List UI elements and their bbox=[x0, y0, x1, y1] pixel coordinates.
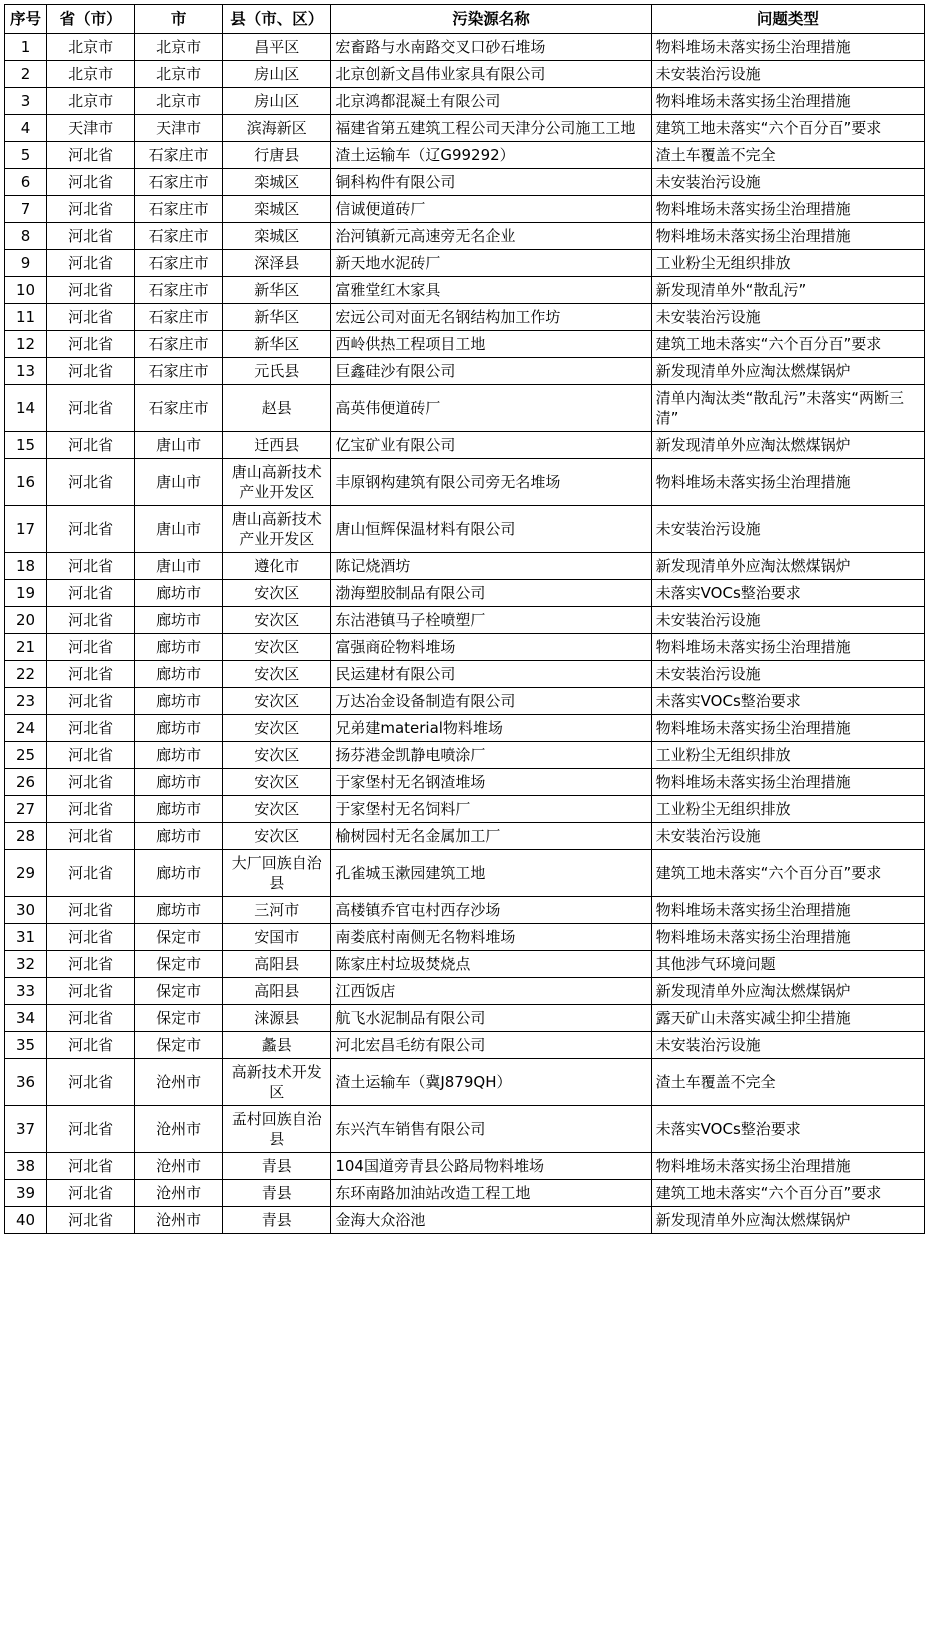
cell-province: 河北省 bbox=[47, 607, 135, 634]
cell-source-name: 信诚便道砖厂 bbox=[331, 196, 651, 223]
cell-city: 北京市 bbox=[135, 34, 223, 61]
cell-index: 28 bbox=[5, 823, 47, 850]
cell-source-name: 民运建材有限公司 bbox=[331, 661, 651, 688]
column-header-city: 市 bbox=[135, 5, 223, 34]
cell-city: 廊坊市 bbox=[135, 823, 223, 850]
cell-county: 唐山高新技术产业开发区 bbox=[223, 459, 331, 506]
cell-issue-type: 物料堆场未落实扬尘治理措施 bbox=[651, 223, 924, 250]
table-row bbox=[5, 661, 925, 688]
cell-province: 河北省 bbox=[47, 304, 135, 331]
cell-source-name: 宏远公司对面无名钢结构加工作坊 bbox=[331, 304, 651, 331]
cell-county: 蠡县 bbox=[223, 1032, 331, 1059]
table-row bbox=[5, 459, 925, 506]
cell-city: 石家庄市 bbox=[135, 142, 223, 169]
cell-county: 安次区 bbox=[223, 661, 331, 688]
table-header bbox=[5, 5, 925, 34]
cell-county: 安次区 bbox=[223, 688, 331, 715]
cell-issue-type: 新发现清单外应淘汰燃煤锅炉 bbox=[651, 358, 924, 385]
cell-issue-type: 物料堆场未落实扬尘治理措施 bbox=[651, 634, 924, 661]
table-row bbox=[5, 715, 925, 742]
cell-source-name: 孔雀城玉漱园建筑工地 bbox=[331, 850, 651, 897]
table-row bbox=[5, 88, 925, 115]
table-row bbox=[5, 277, 925, 304]
cell-index: 10 bbox=[5, 277, 47, 304]
cell-issue-type: 物料堆场未落实扬尘治理措施 bbox=[651, 459, 924, 506]
cell-issue-type: 未安装治污设施 bbox=[651, 1032, 924, 1059]
cell-index: 4 bbox=[5, 115, 47, 142]
cell-index: 9 bbox=[5, 250, 47, 277]
cell-issue-type: 未安装治污设施 bbox=[651, 61, 924, 88]
table-row bbox=[5, 897, 925, 924]
cell-city: 沧州市 bbox=[135, 1059, 223, 1106]
cell-issue-type: 渣土车覆盖不完全 bbox=[651, 1059, 924, 1106]
cell-province: 北京市 bbox=[47, 88, 135, 115]
cell-city: 石家庄市 bbox=[135, 358, 223, 385]
cell-province: 河北省 bbox=[47, 1106, 135, 1153]
table-row bbox=[5, 1005, 925, 1032]
cell-index: 14 bbox=[5, 385, 47, 432]
cell-index: 26 bbox=[5, 769, 47, 796]
cell-source-name: 东兴汽车销售有限公司 bbox=[331, 1106, 651, 1153]
table-row bbox=[5, 580, 925, 607]
table-row bbox=[5, 1153, 925, 1180]
cell-source-name: 金海大众浴池 bbox=[331, 1207, 651, 1234]
cell-issue-type: 未安装治污设施 bbox=[651, 506, 924, 553]
cell-source-name: 104国道旁青县公路局物料堆场 bbox=[331, 1153, 651, 1180]
cell-index: 1 bbox=[5, 34, 47, 61]
cell-province: 河北省 bbox=[47, 196, 135, 223]
table-row bbox=[5, 796, 925, 823]
cell-issue-type: 建筑工地未落实“六个百分百”要求 bbox=[651, 850, 924, 897]
cell-source-name: 富强商砼物料堆场 bbox=[331, 634, 651, 661]
cell-source-name: 陈记烧酒坊 bbox=[331, 553, 651, 580]
cell-province: 河北省 bbox=[47, 1005, 135, 1032]
cell-index: 37 bbox=[5, 1106, 47, 1153]
cell-province: 河北省 bbox=[47, 634, 135, 661]
cell-county: 高新技术开发区 bbox=[223, 1059, 331, 1106]
cell-issue-type: 物料堆场未落实扬尘治理措施 bbox=[651, 88, 924, 115]
cell-issue-type: 工业粉尘无组织排放 bbox=[651, 250, 924, 277]
cell-city: 天津市 bbox=[135, 115, 223, 142]
cell-index: 12 bbox=[5, 331, 47, 358]
column-header-source-name: 污染源名称 bbox=[331, 5, 651, 34]
cell-province: 河北省 bbox=[47, 796, 135, 823]
cell-city: 沧州市 bbox=[135, 1106, 223, 1153]
column-header-index: 序号 bbox=[5, 5, 47, 34]
cell-source-name: 陈家庄村垃圾焚烧点 bbox=[331, 951, 651, 978]
cell-province: 北京市 bbox=[47, 61, 135, 88]
column-header-county: 县（市、区） bbox=[223, 5, 331, 34]
table-row bbox=[5, 506, 925, 553]
cell-city: 廊坊市 bbox=[135, 850, 223, 897]
cell-city: 保定市 bbox=[135, 924, 223, 951]
cell-city: 唐山市 bbox=[135, 553, 223, 580]
cell-province: 河北省 bbox=[47, 1180, 135, 1207]
cell-province: 河北省 bbox=[47, 358, 135, 385]
cell-county: 栾城区 bbox=[223, 223, 331, 250]
cell-index: 25 bbox=[5, 742, 47, 769]
cell-city: 廊坊市 bbox=[135, 742, 223, 769]
cell-county: 高阳县 bbox=[223, 978, 331, 1005]
cell-index: 15 bbox=[5, 432, 47, 459]
cell-province: 河北省 bbox=[47, 1153, 135, 1180]
cell-source-name: 宏畜路与水南路交叉口砂石堆场 bbox=[331, 34, 651, 61]
cell-county: 栾城区 bbox=[223, 169, 331, 196]
cell-index: 24 bbox=[5, 715, 47, 742]
cell-source-name: 西岭供热工程项目工地 bbox=[331, 331, 651, 358]
cell-source-name: 河北宏昌毛纺有限公司 bbox=[331, 1032, 651, 1059]
cell-city: 廊坊市 bbox=[135, 688, 223, 715]
cell-city: 石家庄市 bbox=[135, 277, 223, 304]
table-row bbox=[5, 331, 925, 358]
cell-issue-type: 物料堆场未落实扬尘治理措施 bbox=[651, 196, 924, 223]
cell-issue-type: 物料堆场未落实扬尘治理措施 bbox=[651, 715, 924, 742]
cell-index: 39 bbox=[5, 1180, 47, 1207]
table-row bbox=[5, 688, 925, 715]
table-row bbox=[5, 742, 925, 769]
cell-county: 房山区 bbox=[223, 61, 331, 88]
cell-issue-type: 物料堆场未落实扬尘治理措施 bbox=[651, 897, 924, 924]
cell-city: 石家庄市 bbox=[135, 250, 223, 277]
cell-county: 青县 bbox=[223, 1207, 331, 1234]
cell-issue-type: 清单内淘汰类“散乱污”未落实“两断三清” bbox=[651, 385, 924, 432]
cell-index: 22 bbox=[5, 661, 47, 688]
table-body bbox=[5, 34, 925, 1234]
cell-city: 廊坊市 bbox=[135, 796, 223, 823]
cell-province: 河北省 bbox=[47, 506, 135, 553]
cell-county: 高阳县 bbox=[223, 951, 331, 978]
cell-county: 新华区 bbox=[223, 304, 331, 331]
cell-source-name: 东环南路加油站改造工程工地 bbox=[331, 1180, 651, 1207]
cell-city: 廊坊市 bbox=[135, 897, 223, 924]
cell-county: 安次区 bbox=[223, 823, 331, 850]
cell-city: 沧州市 bbox=[135, 1180, 223, 1207]
table-row bbox=[5, 223, 925, 250]
cell-county: 深泽县 bbox=[223, 250, 331, 277]
cell-province: 河北省 bbox=[47, 715, 135, 742]
table-row bbox=[5, 304, 925, 331]
table-row bbox=[5, 115, 925, 142]
cell-index: 38 bbox=[5, 1153, 47, 1180]
cell-issue-type: 建筑工地未落实“六个百分百”要求 bbox=[651, 1180, 924, 1207]
table-row bbox=[5, 978, 925, 1005]
cell-index: 5 bbox=[5, 142, 47, 169]
cell-source-name: 兄弟建material物料堆场 bbox=[331, 715, 651, 742]
cell-city: 沧州市 bbox=[135, 1153, 223, 1180]
cell-county: 安次区 bbox=[223, 580, 331, 607]
cell-issue-type: 露天矿山未落实减尘抑尘措施 bbox=[651, 1005, 924, 1032]
cell-city: 北京市 bbox=[135, 88, 223, 115]
cell-county: 昌平区 bbox=[223, 34, 331, 61]
cell-province: 河北省 bbox=[47, 223, 135, 250]
cell-index: 19 bbox=[5, 580, 47, 607]
cell-province: 河北省 bbox=[47, 331, 135, 358]
table-row bbox=[5, 769, 925, 796]
cell-index: 36 bbox=[5, 1059, 47, 1106]
cell-county: 青县 bbox=[223, 1153, 331, 1180]
pollution-source-table bbox=[4, 4, 925, 1234]
cell-source-name: 江西饭店 bbox=[331, 978, 651, 1005]
cell-province: 河北省 bbox=[47, 661, 135, 688]
column-header-province: 省（市） bbox=[47, 5, 135, 34]
cell-issue-type: 其他涉气环境问题 bbox=[651, 951, 924, 978]
cell-index: 27 bbox=[5, 796, 47, 823]
cell-county: 滨海新区 bbox=[223, 115, 331, 142]
column-header-issue-type: 问题类型 bbox=[651, 5, 924, 34]
cell-city: 保定市 bbox=[135, 951, 223, 978]
cell-province: 河北省 bbox=[47, 823, 135, 850]
cell-province: 河北省 bbox=[47, 169, 135, 196]
cell-index: 13 bbox=[5, 358, 47, 385]
table-row bbox=[5, 196, 925, 223]
cell-county: 赵县 bbox=[223, 385, 331, 432]
cell-source-name: 富雅堂红木家具 bbox=[331, 277, 651, 304]
cell-issue-type: 未安装治污设施 bbox=[651, 823, 924, 850]
cell-city: 廊坊市 bbox=[135, 634, 223, 661]
table-row bbox=[5, 1106, 925, 1153]
cell-index: 18 bbox=[5, 553, 47, 580]
cell-province: 河北省 bbox=[47, 1059, 135, 1106]
cell-source-name: 高英伟便道砖厂 bbox=[331, 385, 651, 432]
cell-index: 23 bbox=[5, 688, 47, 715]
cell-index: 29 bbox=[5, 850, 47, 897]
cell-county: 三河市 bbox=[223, 897, 331, 924]
cell-source-name: 铜科构件有限公司 bbox=[331, 169, 651, 196]
table-row bbox=[5, 61, 925, 88]
cell-source-name: 万达冶金设备制造有限公司 bbox=[331, 688, 651, 715]
cell-province: 河北省 bbox=[47, 951, 135, 978]
cell-issue-type: 未安装治污设施 bbox=[651, 607, 924, 634]
cell-county: 安国市 bbox=[223, 924, 331, 951]
cell-province: 河北省 bbox=[47, 553, 135, 580]
cell-county: 唐山高新技术产业开发区 bbox=[223, 506, 331, 553]
table-row bbox=[5, 924, 925, 951]
cell-index: 21 bbox=[5, 634, 47, 661]
cell-index: 17 bbox=[5, 506, 47, 553]
cell-city: 廊坊市 bbox=[135, 607, 223, 634]
cell-issue-type: 未安装治污设施 bbox=[651, 304, 924, 331]
cell-issue-type: 新发现清单外应淘汰燃煤锅炉 bbox=[651, 432, 924, 459]
cell-issue-type: 物料堆场未落实扬尘治理措施 bbox=[651, 34, 924, 61]
cell-province: 河北省 bbox=[47, 1207, 135, 1234]
cell-source-name: 唐山恒辉保温材料有限公司 bbox=[331, 506, 651, 553]
cell-province: 北京市 bbox=[47, 34, 135, 61]
cell-source-name: 丰原钢构建筑有限公司旁无名堆场 bbox=[331, 459, 651, 506]
cell-city: 北京市 bbox=[135, 61, 223, 88]
cell-county: 安次区 bbox=[223, 796, 331, 823]
cell-index: 32 bbox=[5, 951, 47, 978]
cell-city: 石家庄市 bbox=[135, 385, 223, 432]
cell-province: 河北省 bbox=[47, 924, 135, 951]
cell-source-name: 航飞水泥制品有限公司 bbox=[331, 1005, 651, 1032]
cell-city: 廊坊市 bbox=[135, 661, 223, 688]
cell-source-name: 南娄底村南侧无名物料堆场 bbox=[331, 924, 651, 951]
cell-issue-type: 未落实VOCs整治要求 bbox=[651, 1106, 924, 1153]
cell-index: 31 bbox=[5, 924, 47, 951]
cell-issue-type: 工业粉尘无组织排放 bbox=[651, 796, 924, 823]
cell-issue-type: 渣土车覆盖不完全 bbox=[651, 142, 924, 169]
cell-source-name: 巨鑫硅沙有限公司 bbox=[331, 358, 651, 385]
table-header-row bbox=[5, 5, 925, 34]
cell-source-name: 榆树园村无名金属加工厂 bbox=[331, 823, 651, 850]
cell-city: 廊坊市 bbox=[135, 715, 223, 742]
cell-province: 河北省 bbox=[47, 769, 135, 796]
cell-province: 河北省 bbox=[47, 1032, 135, 1059]
cell-city: 唐山市 bbox=[135, 459, 223, 506]
table-row bbox=[5, 951, 925, 978]
cell-index: 34 bbox=[5, 1005, 47, 1032]
cell-issue-type: 物料堆场未落实扬尘治理措施 bbox=[651, 769, 924, 796]
cell-county: 遵化市 bbox=[223, 553, 331, 580]
cell-city: 保定市 bbox=[135, 1032, 223, 1059]
cell-index: 33 bbox=[5, 978, 47, 1005]
cell-issue-type: 物料堆场未落实扬尘治理措施 bbox=[651, 924, 924, 951]
cell-province: 河北省 bbox=[47, 277, 135, 304]
cell-source-name: 于家堡村无名饲料厂 bbox=[331, 796, 651, 823]
cell-issue-type: 未落实VOCs整治要求 bbox=[651, 580, 924, 607]
cell-source-name: 高楼镇乔官屯村西存沙场 bbox=[331, 897, 651, 924]
cell-city: 保定市 bbox=[135, 1005, 223, 1032]
cell-city: 石家庄市 bbox=[135, 331, 223, 358]
cell-province: 河北省 bbox=[47, 250, 135, 277]
cell-province: 河北省 bbox=[47, 978, 135, 1005]
cell-city: 沧州市 bbox=[135, 1207, 223, 1234]
cell-county: 安次区 bbox=[223, 742, 331, 769]
cell-source-name: 东沽港镇马子栓喷塑厂 bbox=[331, 607, 651, 634]
cell-county: 行唐县 bbox=[223, 142, 331, 169]
table-row bbox=[5, 553, 925, 580]
cell-index: 3 bbox=[5, 88, 47, 115]
cell-province: 河北省 bbox=[47, 688, 135, 715]
table-row bbox=[5, 607, 925, 634]
cell-index: 35 bbox=[5, 1032, 47, 1059]
cell-source-name: 渤海塑胶制品有限公司 bbox=[331, 580, 651, 607]
cell-city: 保定市 bbox=[135, 978, 223, 1005]
cell-index: 2 bbox=[5, 61, 47, 88]
cell-issue-type: 物料堆场未落实扬尘治理措施 bbox=[651, 1153, 924, 1180]
cell-province: 河北省 bbox=[47, 459, 135, 506]
table-row bbox=[5, 358, 925, 385]
cell-province: 河北省 bbox=[47, 850, 135, 897]
cell-index: 7 bbox=[5, 196, 47, 223]
cell-issue-type: 建筑工地未落实“六个百分百”要求 bbox=[651, 331, 924, 358]
cell-province: 河北省 bbox=[47, 580, 135, 607]
cell-source-name: 于家堡村无名钢渣堆场 bbox=[331, 769, 651, 796]
cell-county: 元氏县 bbox=[223, 358, 331, 385]
cell-county: 安次区 bbox=[223, 634, 331, 661]
table-row bbox=[5, 34, 925, 61]
cell-source-name: 治河镇新元高速旁无名企业 bbox=[331, 223, 651, 250]
table-row bbox=[5, 1180, 925, 1207]
table-row bbox=[5, 169, 925, 196]
cell-city: 石家庄市 bbox=[135, 304, 223, 331]
cell-county: 孟村回族自治县 bbox=[223, 1106, 331, 1153]
cell-source-name: 新天地水泥砖厂 bbox=[331, 250, 651, 277]
cell-index: 16 bbox=[5, 459, 47, 506]
table-row bbox=[5, 1207, 925, 1234]
cell-source-name: 福建省第五建筑工程公司天津分公司施工工地 bbox=[331, 115, 651, 142]
cell-county: 大厂回族自治县 bbox=[223, 850, 331, 897]
cell-index: 11 bbox=[5, 304, 47, 331]
table-row bbox=[5, 385, 925, 432]
cell-index: 6 bbox=[5, 169, 47, 196]
cell-county: 新华区 bbox=[223, 331, 331, 358]
cell-source-name: 亿宝矿业有限公司 bbox=[331, 432, 651, 459]
cell-province: 河北省 bbox=[47, 385, 135, 432]
cell-county: 迁西县 bbox=[223, 432, 331, 459]
cell-city: 石家庄市 bbox=[135, 223, 223, 250]
cell-issue-type: 未落实VOCs整治要求 bbox=[651, 688, 924, 715]
cell-source-name: 扬芬港金凯静电喷涂厂 bbox=[331, 742, 651, 769]
table-row bbox=[5, 142, 925, 169]
cell-source-name: 渣土运输车（冀J879QH） bbox=[331, 1059, 651, 1106]
cell-issue-type: 新发现清单外应淘汰燃煤锅炉 bbox=[651, 1207, 924, 1234]
cell-index: 40 bbox=[5, 1207, 47, 1234]
cell-county: 涞源县 bbox=[223, 1005, 331, 1032]
cell-county: 栾城区 bbox=[223, 196, 331, 223]
cell-province: 河北省 bbox=[47, 742, 135, 769]
cell-city: 廊坊市 bbox=[135, 580, 223, 607]
table-row bbox=[5, 634, 925, 661]
cell-source-name: 渣土运输车（辽G99292） bbox=[331, 142, 651, 169]
cell-county: 新华区 bbox=[223, 277, 331, 304]
cell-province: 天津市 bbox=[47, 115, 135, 142]
table-row bbox=[5, 823, 925, 850]
table-row bbox=[5, 432, 925, 459]
cell-city: 唐山市 bbox=[135, 432, 223, 459]
cell-index: 20 bbox=[5, 607, 47, 634]
table-row bbox=[5, 1032, 925, 1059]
cell-issue-type: 未安装治污设施 bbox=[651, 661, 924, 688]
table-row bbox=[5, 850, 925, 897]
cell-issue-type: 新发现清单外应淘汰燃煤锅炉 bbox=[651, 553, 924, 580]
cell-county: 青县 bbox=[223, 1180, 331, 1207]
cell-issue-type: 工业粉尘无组织排放 bbox=[651, 742, 924, 769]
cell-county: 安次区 bbox=[223, 715, 331, 742]
table-row bbox=[5, 1059, 925, 1106]
cell-issue-type: 未安装治污设施 bbox=[651, 169, 924, 196]
table-row bbox=[5, 250, 925, 277]
cell-county: 安次区 bbox=[223, 769, 331, 796]
cell-county: 房山区 bbox=[223, 88, 331, 115]
cell-city: 石家庄市 bbox=[135, 196, 223, 223]
cell-province: 河北省 bbox=[47, 142, 135, 169]
cell-index: 8 bbox=[5, 223, 47, 250]
cell-issue-type: 建筑工地未落实“六个百分百”要求 bbox=[651, 115, 924, 142]
cell-city: 廊坊市 bbox=[135, 769, 223, 796]
cell-province: 河北省 bbox=[47, 432, 135, 459]
cell-city: 唐山市 bbox=[135, 506, 223, 553]
cell-issue-type: 新发现清单外应淘汰燃煤锅炉 bbox=[651, 978, 924, 1005]
cell-province: 河北省 bbox=[47, 897, 135, 924]
cell-source-name: 北京鸿都混凝土有限公司 bbox=[331, 88, 651, 115]
cell-source-name: 北京创新文昌伟业家具有限公司 bbox=[331, 61, 651, 88]
cell-city: 石家庄市 bbox=[135, 169, 223, 196]
cell-index: 30 bbox=[5, 897, 47, 924]
cell-issue-type: 新发现清单外“散乱污” bbox=[651, 277, 924, 304]
cell-county: 安次区 bbox=[223, 607, 331, 634]
